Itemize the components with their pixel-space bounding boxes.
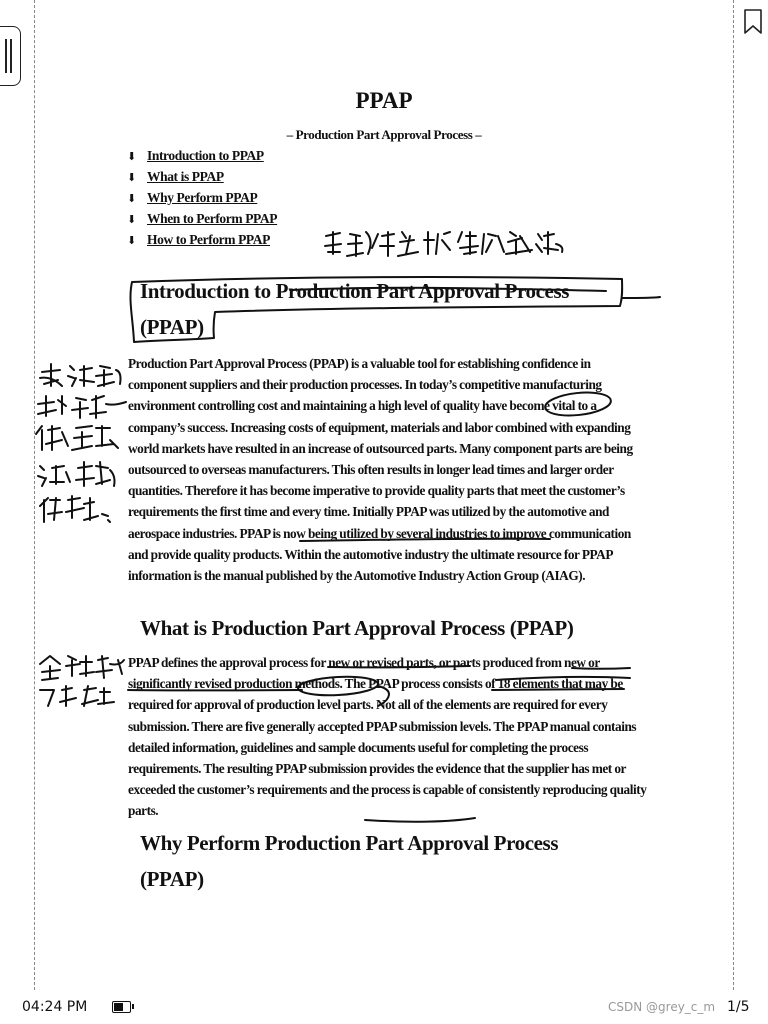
right-margin-guide bbox=[733, 0, 734, 990]
margin-note-what-is bbox=[40, 656, 124, 706]
table-of-contents bbox=[127, 148, 277, 253]
toc-link-why-perform[interactable]: Why Perform PPAP bbox=[147, 190, 258, 205]
toc-link-introduction[interactable]: Introduction to PPAP bbox=[147, 148, 264, 163]
toc-link-when-to-perform[interactable]: When to Perform PPAP bbox=[147, 211, 278, 226]
battery-level-fill bbox=[114, 1003, 123, 1011]
document-subtitle: – Production Part Approval Process – bbox=[286, 127, 482, 142]
arrow-down-icon: ⬇ bbox=[127, 172, 136, 184]
heading-line: (PPAP) bbox=[140, 315, 204, 339]
document-title: PPAP bbox=[355, 88, 413, 113]
arrow-down-icon: ⬇ bbox=[127, 235, 136, 247]
status-bar bbox=[0, 996, 768, 1022]
bookmark-icon[interactable] bbox=[742, 8, 764, 36]
heading-line: Why Perform Production Part Approval Process bbox=[140, 831, 559, 855]
section-body-what-is: PPAP defines the approval process for new or revised parts, or parts produced from new or significantly revised production methods. The PPAP process consists of 18 elements that may be required for approval of production level parts. Not all of the elements are required for every submission. There are five generally accepted PPAP submission levels. The PPAP manual contains detailed information, guidelines and sample documents useful for completing the process requirements. The resulting PPAP submission provides the evidence that the supplier has met or exceeded the customer’s requirements and the process is capable of consistently reproducing quality parts. bbox=[128, 655, 647, 819]
clock: 04:24 PM bbox=[22, 999, 88, 1015]
arrow-down-icon: ⬇ bbox=[127, 151, 136, 163]
left-margin-guide bbox=[34, 0, 35, 990]
arrow-down-icon: ⬇ bbox=[127, 193, 136, 205]
heading-line: (PPAP) bbox=[140, 867, 204, 891]
section-body-introduction: Production Part Approval Process (PPAP) is a valuable tool for establishing confidence in component suppliers and their production processes. In today’s competitive manufacturing environment controlling cost and maintaining a high level of quality have become vital to a company’s success. Increasing costs of equipment, materials and labor combined with expanding world markets have resulted in an increase of outsourced parts. Many component parts are being outsourced to overseas manufacturers. This often results in longer lead times and larger order quantities. Therefore it has become imperative to provide quality parts that meet the customer’s requirements the first time and every time. Initially PPAP was utilized by the automotive and aerospace industries. PPAP is now being utilized by several industries to improve communication and provide quality products. Within the automotive industry the ultimate resource for PPAP information is the manual published by the Automotive Industry Action Group (AIAG). bbox=[128, 356, 633, 584]
toc-item bbox=[127, 169, 277, 190]
toc-item bbox=[127, 148, 277, 169]
section-heading-what-is bbox=[140, 610, 573, 646]
margin-note-intro bbox=[36, 364, 126, 522]
battery-terminal bbox=[132, 1004, 134, 1009]
toc-link-how-to-perform[interactable]: How to Perform PPAP bbox=[147, 232, 270, 247]
heading-line: Introduction to Production Part Approval Process bbox=[140, 279, 570, 303]
toc-item bbox=[127, 190, 277, 211]
side-menu-handle[interactable] bbox=[0, 26, 21, 86]
page-indicator[interactable]: 1/5 bbox=[727, 999, 750, 1015]
watermark: CSDN @grey_c_m bbox=[608, 1000, 716, 1014]
section-heading-introduction bbox=[140, 273, 569, 345]
battery-icon bbox=[112, 1001, 131, 1013]
handwritten-title-note bbox=[325, 232, 562, 256]
toc-link-what-is[interactable]: What is PPAP bbox=[147, 169, 224, 184]
toc-item bbox=[127, 232, 277, 253]
toc-item bbox=[127, 211, 277, 232]
section-heading-why-perform bbox=[140, 825, 558, 897]
arrow-down-icon: ⬇ bbox=[127, 214, 136, 226]
heading-line: What is Production Part Approval Process (PPAP) bbox=[140, 616, 574, 640]
